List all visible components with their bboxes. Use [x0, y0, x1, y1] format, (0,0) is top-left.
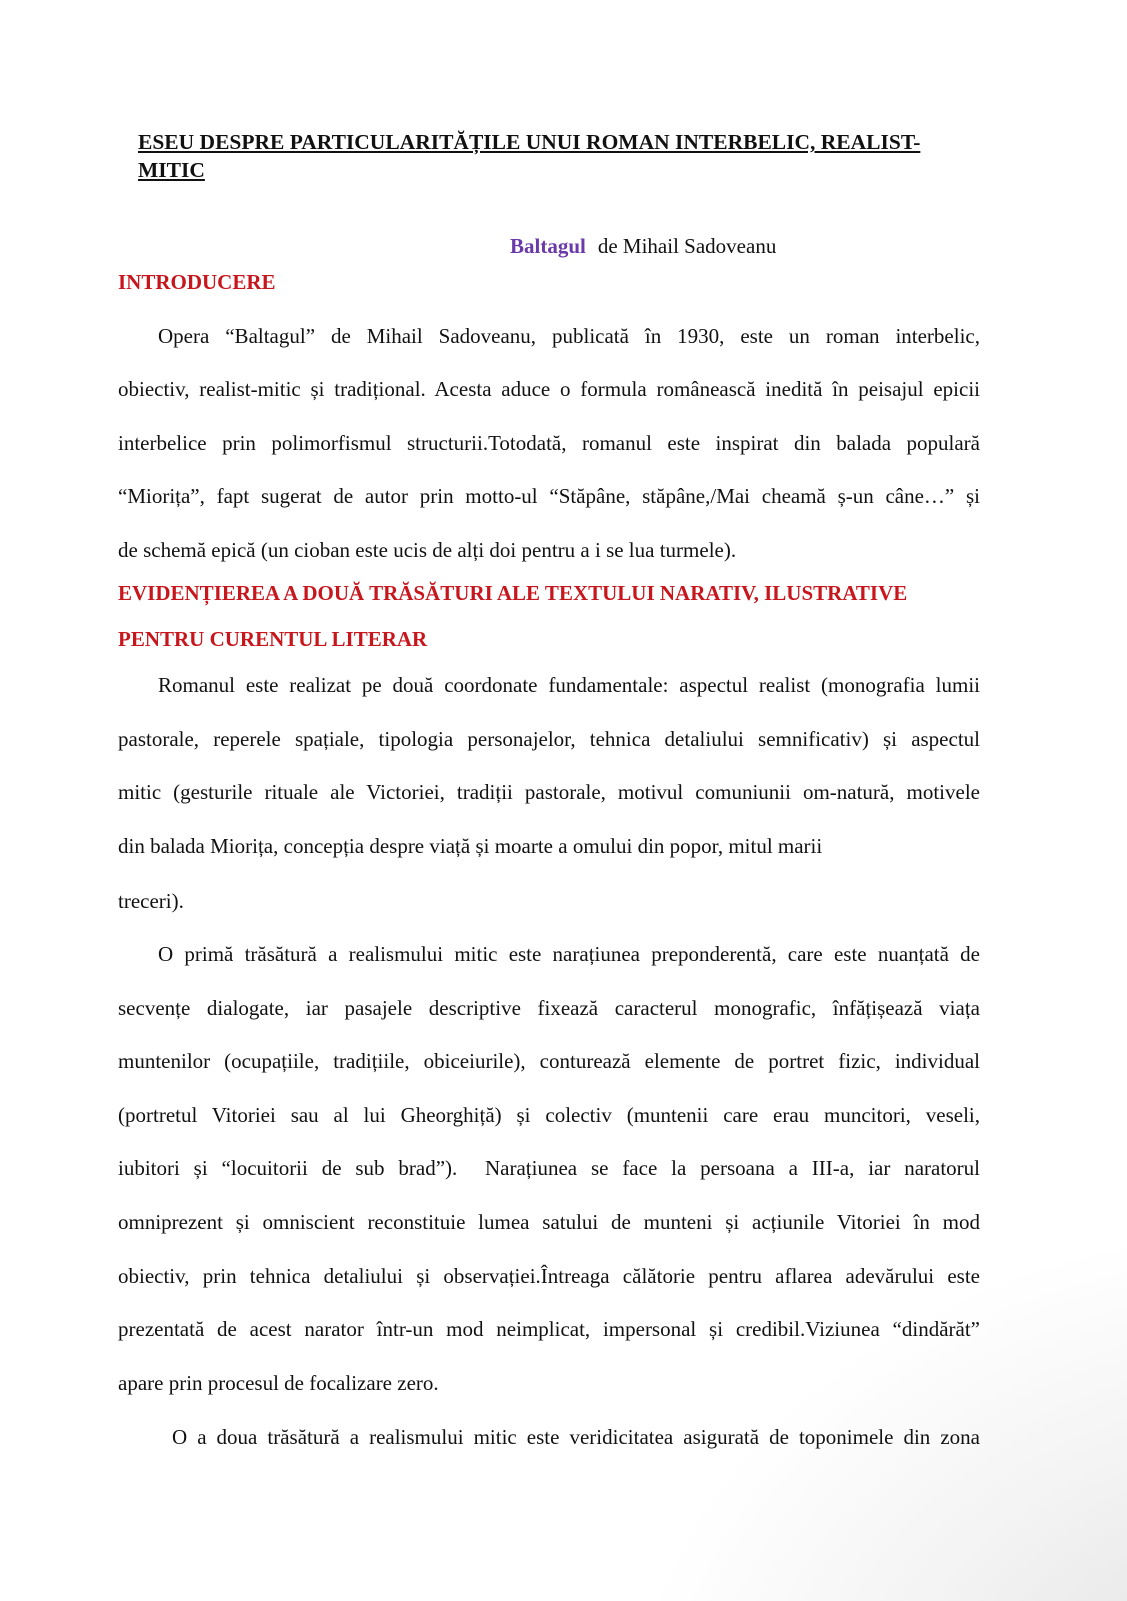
text-line: O primă trăsătură a realismului mitic este narațiunea preponderentă, care este nuanțată de	[158, 942, 980, 966]
text-line: obiectiv, realist-mitic și tradițional. Acesta aduce o formula românească inedită în peisajul epicii	[118, 377, 980, 402]
text-line: pastorale, reperele spațiale, tipologia personajelor, tehnica detaliului semnificativ) și aspectul	[118, 726, 980, 751]
text-line: din balada Miorița, concepția despre viață și moarte a omului din popor, mitul marii	[118, 833, 823, 858]
text-line: O a doua trăsătură a realismului mitic este veridicitatea asigurată de toponimele din zona	[172, 1425, 980, 1449]
paragraph	[118, 928, 980, 1410]
text-line: secvențe dialogate, iar pasajele descriptive fixează caracterul monografic, înfățișează viața	[118, 995, 980, 1020]
text-line: treceri).	[118, 889, 184, 914]
section-heading-2	[118, 570, 980, 662]
section-introduction	[118, 256, 980, 578]
text-line: interbelice prin polimorfismul structurii.Totodată, romanul este inspirat din balada populară	[118, 430, 980, 455]
text-line: Romanul este realizat pe două coordonate fundamentale: aspectul realist (monografia lumii	[158, 673, 980, 697]
text-line: prezentată de acest narator într-un mod neimplicat, impersonal și credibil.Viziunea “dindărăt”	[118, 1317, 980, 1342]
text-line: de schemă epică (un cioban este ucis de alți doi pentru a i se lua turmele).	[118, 537, 737, 562]
text-line: mitic (gesturile rituale ale Victoriei, tradiții pastorale, motivul comuniunii om-natură, motivele	[118, 780, 980, 805]
work-author: de Mihail Sadoveanu	[597, 234, 777, 258]
text-line: omniprezent și omniscient reconstituie lumea satului de munteni și acțiunile Vitoriei în mod	[118, 1209, 980, 1234]
section-heading: PENTRU CURENTUL LITERAR	[118, 627, 428, 651]
text-line: obiectiv, prin tehnica detaliului și observației.Întreaga călătorie pentru aflarea adevărului este	[118, 1263, 980, 1288]
text-line: iubitori și “locuitorii de sub brad”). Narațiunea se face la persoana a III-a, iar naratorul	[118, 1156, 980, 1181]
paragraph	[118, 1411, 980, 1465]
work-title: Baltagul	[510, 234, 586, 258]
paragraph	[118, 659, 980, 929]
section-heading: EVIDENȚIEREA A DOUĂ TRĂSĂTURI ALE TEXTULUI NARATIV, ILUSTRATIVE	[118, 581, 908, 605]
essay-title	[138, 128, 983, 184]
text-line: (portretul Vitoriei sau al lui Gheorghiță) și colectiv (muntenii care erau muncitori, veseli,	[118, 1102, 980, 1127]
title-line: MITIC	[138, 158, 205, 182]
text-line: apare prin procesul de focalizare zero.	[118, 1370, 439, 1395]
text-line: muntenilor (ocupațiile, tradițiile, obiceiurile), conturează elemente de portret fizic, individual	[118, 1049, 980, 1074]
title-line: ESEU DESPRE PARTICULARITĂȚILE UNUI ROMAN INTERBELIC, REALIST-	[138, 130, 921, 154]
text-line: Opera “Baltagul” de Mihail Sadoveanu, publicată în 1930, este un roman interbelic,	[158, 323, 980, 348]
section-heading: INTRODUCERE	[118, 270, 276, 294]
text-line: “Miorița”, fapt sugerat de autor prin motto-ul “Stăpâne, stăpâne,/Mai cheamă ș-un câne…” și	[118, 484, 980, 509]
